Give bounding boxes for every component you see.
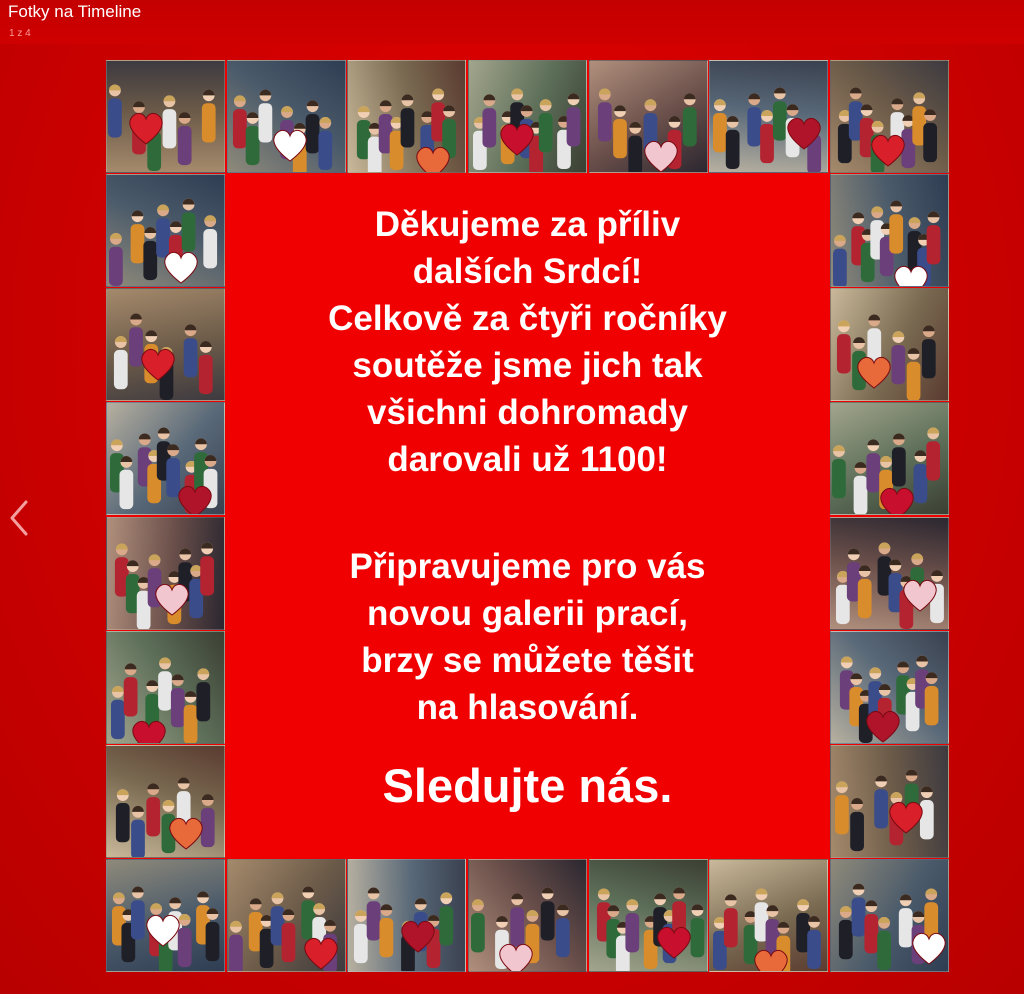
heart-icon — [167, 816, 205, 850]
collage-photo — [830, 517, 949, 630]
collage-photo — [709, 859, 828, 972]
collage-photo — [468, 60, 587, 173]
collage-photo — [830, 288, 949, 401]
thanks-message — [226, 201, 829, 483]
collage-photo — [830, 631, 949, 744]
chevron-left-icon[interactable] — [6, 498, 32, 538]
collage-photo — [830, 745, 949, 858]
collage-photo — [347, 60, 466, 173]
collage-photo — [106, 174, 225, 287]
collage-photo — [106, 402, 225, 515]
collage-photo — [106, 631, 225, 744]
collage-photo — [106, 288, 225, 401]
collage-photo — [830, 402, 949, 515]
people-silhouettes — [107, 289, 224, 400]
heart-icon — [497, 942, 535, 972]
collage-photo — [468, 859, 587, 972]
heart-icon — [302, 936, 340, 970]
message-line: Připravujeme pro vás — [349, 547, 706, 586]
follow-us-message — [226, 758, 829, 814]
heart-icon — [127, 111, 165, 145]
gallery-message — [226, 543, 829, 731]
people-silhouettes — [831, 518, 948, 629]
heart-icon — [162, 250, 200, 284]
photo-counter: 1 z 4 — [9, 28, 31, 39]
collage-photo — [589, 60, 708, 173]
album-title[interactable]: Fotky na Timeline — [8, 2, 142, 21]
collage-photo — [347, 859, 466, 972]
heart-icon — [887, 800, 925, 834]
collage-photo — [709, 60, 828, 173]
heart-icon — [139, 347, 177, 381]
people-silhouettes — [831, 175, 948, 286]
closing-line: Sledujte nás. — [382, 759, 673, 812]
heart-icon — [785, 116, 823, 150]
message-line: Celkově za čtyři ročníky — [328, 299, 727, 338]
collage-photo — [830, 174, 949, 287]
collage-photo — [106, 745, 225, 858]
heart-icon — [869, 133, 907, 167]
collage-photo — [830, 60, 949, 173]
heart-icon — [130, 719, 168, 744]
collage-photo — [227, 60, 346, 173]
message-line: soutěže jsme jich tak — [352, 346, 703, 385]
heart-icon — [864, 709, 902, 743]
message-line: darovali už 1100! — [387, 440, 668, 479]
heart-icon — [878, 486, 916, 515]
heart-icon — [153, 582, 191, 616]
heart-icon — [498, 122, 536, 156]
collage-photo — [830, 859, 949, 972]
message-line: na hlasování. — [416, 688, 639, 727]
photo-viewer-header — [0, 0, 1024, 44]
message-line: dalších Srdcí! — [412, 252, 643, 291]
message-line: novou galerii prací, — [367, 594, 688, 633]
people-silhouettes — [348, 860, 465, 971]
heart-icon — [271, 128, 309, 162]
heart-icon — [176, 484, 214, 515]
heart-icon — [752, 948, 790, 972]
message-panel — [226, 173, 829, 857]
collage-photo — [106, 60, 225, 173]
message-line: Děkujeme za příliv — [374, 205, 681, 244]
collage-photo — [106, 859, 225, 972]
photo-image — [106, 60, 949, 972]
collage-photo — [227, 859, 346, 972]
heart-icon — [855, 355, 893, 389]
heart-icon — [910, 931, 948, 965]
message-line: všichni dohromady — [367, 393, 688, 432]
message-line: brzy se můžete těšit — [361, 641, 694, 680]
heart-icon — [144, 913, 182, 947]
people-silhouettes — [107, 746, 224, 857]
heart-icon — [901, 578, 939, 612]
heart-icon — [892, 264, 930, 287]
heart-icon — [642, 139, 680, 173]
heart-icon — [399, 919, 437, 953]
heart-icon — [414, 145, 452, 173]
collage-photo — [589, 859, 708, 972]
people-silhouettes — [107, 61, 224, 172]
collage-photo — [106, 517, 225, 630]
heart-icon — [655, 925, 693, 959]
